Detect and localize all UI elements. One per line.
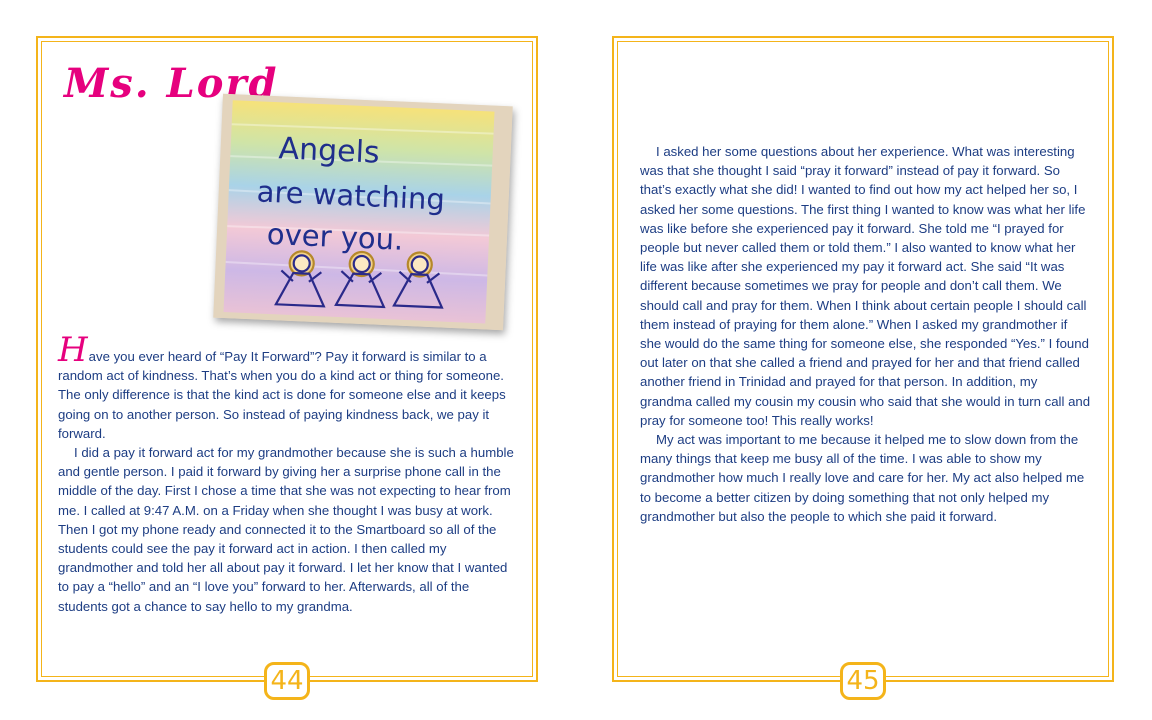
page-number-right: 45: [840, 662, 886, 700]
left-page: [36, 36, 538, 696]
intro-paragraph: [58, 330, 520, 443]
page-title: Ms. Lord: [64, 60, 279, 107]
intro-paragraph-text: ave you ever heard of “Pay It Forward”? Pay it forward is similar to a random act of kindness. That’s when you do a kind act or thing for someone. The only difference is that the kind act is done for someone else and it keeps going on to another person. So instead of paying kindness back, we pay it forward.: [58, 349, 506, 441]
experience-paragraph: I asked her some questions about her experience. What was interesting was that she thought I said “pray it forward” instead of pay it forward. So that’s exactly what she did! I wanted to find out how my act helped her so, I asked her some questions. The first thing I wanted to know was what her life was like before she experienced pay it forward. She told me “I prayed for people but never called them or told them.” I also wanted to know what her life was like after she experienced my pay it forward act. She said “It was different because sometimes we pray for people and don’t call them. We should call and pray for them. When I think about certain people I should call them instead of praying for them alone.” When I asked my grandmother if she would do the same thing for someone else, she responded “Yes.” I found out later on that she called a friend and prayed for her and that friend called another friend in Trinidad and prayed for that person. In addition, my grandma called my cousin my cousin who said that she would in turn call and pray for someone too! This really works!: [640, 144, 1091, 428]
art-caption-line-3: over you.: [266, 216, 404, 257]
left-body-text: [58, 330, 520, 616]
angels-drawing-icon: [213, 94, 512, 330]
story-paragraph: I did a pay it forward act for my grandmother because she is such a humble and gentle person. I paid it forward by giving her a surprise phone call in the middle of the day. First I chose a time that she was not expecting to hear from me. I called at 9:47 A.M. on a Friday when she thought I was busy at work. Then I got my phone ready and connected it to the Smartboard so all of the students could see the pay it forward act in action. I then called my grandmother and told her all about pay it forward. I let her know that I wanted to pay a “hello” and an “I love you” forward to her. Afterwards, all of the students got a chance to say hello to my grandma.: [58, 445, 514, 614]
reflection-paragraph: My act was important to me because it helped me to slow down from the many things that keep me busy all of the time. I was able to show my grandmother how much I really love and care for her. My act also helped me to become a better citizen by doing something that not only helped my grandmother but also the people to which she paid it forward.: [640, 432, 1085, 524]
art-caption-line-1: Angels: [277, 131, 381, 171]
right-body-text: [640, 142, 1092, 526]
art-caption-line-2: are watching: [256, 174, 446, 217]
drop-cap: H: [58, 330, 88, 370]
right-page: [612, 36, 1114, 696]
page-number-left: 44: [264, 662, 310, 700]
